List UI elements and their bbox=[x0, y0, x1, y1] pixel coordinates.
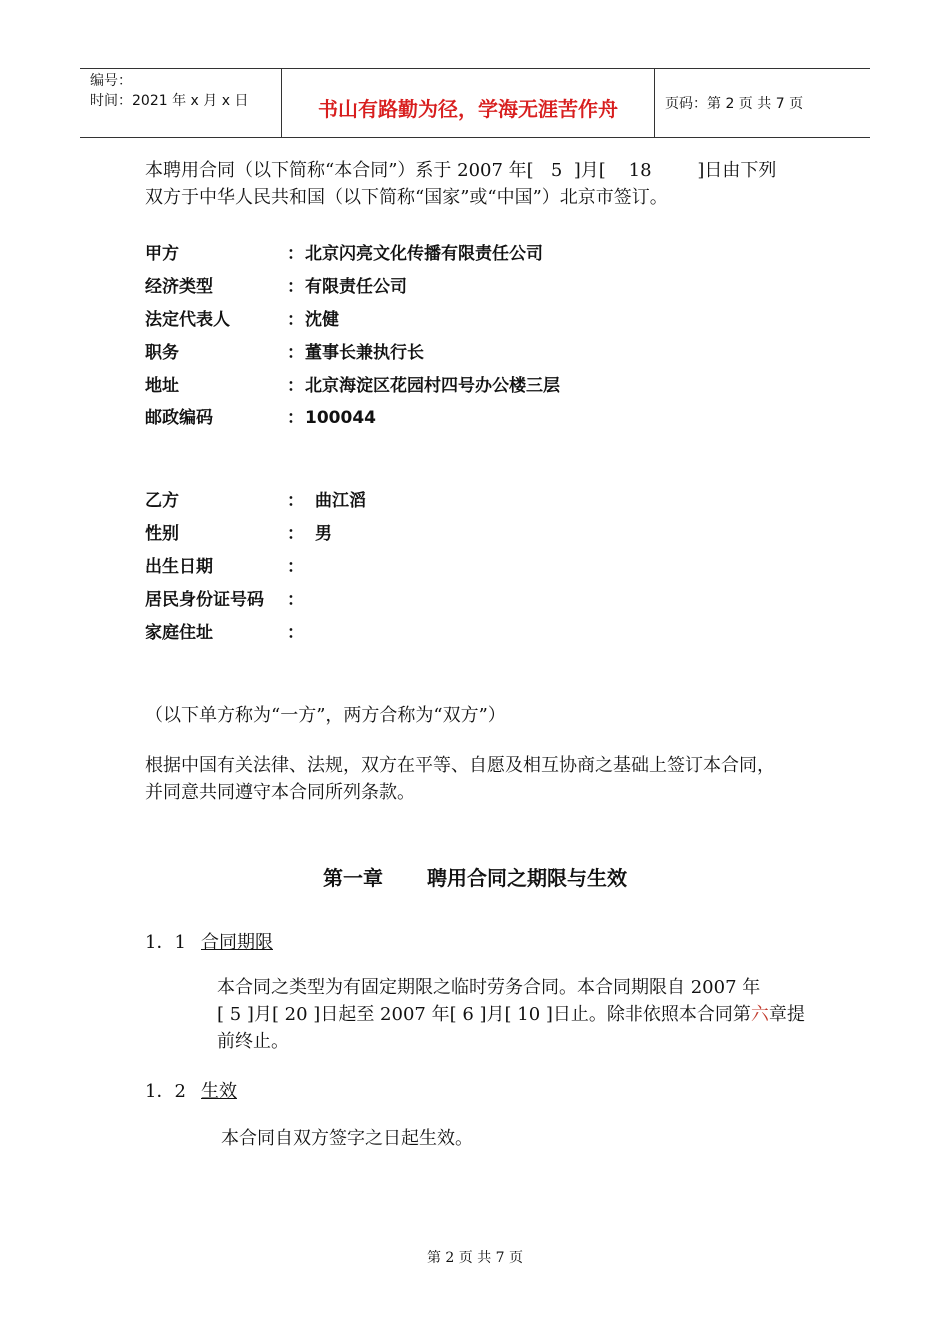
field-value: 有限责任公司 bbox=[305, 277, 407, 297]
field-value: 沈健 bbox=[305, 310, 339, 330]
party-note: （以下单方称为“一方”，两方合称为“双方”） bbox=[145, 705, 506, 726]
chapter-number: 第一章 bbox=[323, 866, 383, 890]
party-a-row: 经济类型 ：有限责任公司 bbox=[145, 272, 407, 302]
page-footer: 第 2 页 共 7 页 bbox=[426, 1250, 524, 1266]
section-title: 合同期限 bbox=[201, 932, 273, 953]
field-label: 经济类型 bbox=[145, 277, 213, 297]
basis-line: 根据中国有关法律、法规，双方在平等、自愿及相互协商之基础上签订本合同， bbox=[145, 755, 775, 776]
party-b-row: 居民身份证号码 ： bbox=[145, 585, 315, 615]
page-header bbox=[80, 68, 870, 138]
section-line: [ 5 ]月[ 20 ]日起至 2007 年[ 6 ]月[ 10 ]日止。除非依照本合同第六章提 bbox=[217, 1004, 805, 1025]
party-b-row: 出生日期 ： bbox=[145, 552, 315, 582]
basis-line: 并同意共同遵守本合同所列条款。 bbox=[145, 782, 415, 803]
party-b-row: 性别 ： 男 bbox=[145, 519, 332, 549]
section-line: 前终止。 bbox=[217, 1031, 289, 1052]
intro-line: 本聘用合同（以下简称“本合同”）系于 2007 年[ 5 ]月[ 18 ]日由下列 bbox=[145, 160, 777, 181]
section-title: 生效 bbox=[201, 1081, 237, 1102]
field-label: 家庭住址 bbox=[145, 623, 213, 643]
basis-paragraph bbox=[145, 752, 815, 806]
chapter-title: 聘用合同之期限与生效 bbox=[427, 866, 627, 890]
party-a-row: 甲方 ：北京闪亮文化传播有限责任公司 bbox=[145, 239, 543, 269]
section-number: 1．2 bbox=[145, 1081, 186, 1102]
field-label: 性别 bbox=[145, 524, 179, 544]
section-heading bbox=[145, 928, 273, 954]
header-motto: 书山有路勤为径，学海无涯苦作舟 bbox=[282, 69, 655, 137]
time-label: 时间：2021 年 x 月 x 日 bbox=[90, 93, 249, 109]
header-meta bbox=[80, 69, 282, 137]
field-label: 邮政编码 bbox=[145, 408, 213, 428]
field-value: 100044 bbox=[305, 408, 376, 428]
chapter-heading bbox=[0, 862, 950, 891]
field-value: 北京海淀区花园村四号办公楼三层 bbox=[305, 376, 560, 396]
header-page-info: 页码：第 2 页 共 7 页 bbox=[665, 96, 804, 112]
section-heading bbox=[145, 1077, 237, 1103]
intro-line: 双方于中华人民共和国（以下简称“国家”或“中国”）北京市签订。 bbox=[145, 187, 668, 208]
party-b-row: 乙方 ： 曲江滔 bbox=[145, 486, 366, 516]
field-value: 曲江滔 bbox=[315, 491, 366, 511]
intro-paragraph bbox=[145, 157, 815, 211]
section-body bbox=[217, 974, 813, 1055]
field-value: 男 bbox=[315, 524, 332, 544]
field-label: 出生日期 bbox=[145, 557, 213, 577]
field-value: 董事长兼执行长 bbox=[305, 343, 424, 363]
party-a-row: 邮政编码 ：100044 bbox=[145, 403, 376, 433]
field-value: 北京闪亮文化传播有限责任公司 bbox=[305, 244, 543, 264]
chapter-reference: 六 bbox=[750, 1004, 769, 1025]
party-a-row: 法定代表人 ：沈健 bbox=[145, 305, 339, 335]
section-body bbox=[221, 1125, 817, 1152]
party-b-row: 家庭住址 ： bbox=[145, 618, 315, 648]
party-a-row: 职务 ：董事长兼执行长 bbox=[145, 338, 424, 368]
field-label: 甲方 bbox=[145, 244, 179, 264]
field-label: 地址 bbox=[145, 376, 179, 396]
field-label: 乙方 bbox=[145, 491, 179, 511]
field-label: 居民身份证号码 bbox=[145, 590, 264, 610]
party-a-row: 地址 ：北京海淀区花园村四号办公楼三层 bbox=[145, 371, 560, 401]
field-label: 法定代表人 bbox=[145, 310, 230, 330]
field-label: 职务 bbox=[145, 343, 179, 363]
number-label: 编号： bbox=[90, 73, 132, 89]
section-number: 1．1 bbox=[145, 932, 186, 953]
section-line: 本合同自双方签字之日起生效。 bbox=[221, 1128, 473, 1149]
section-line: 本合同之类型为有固定期限之临时劳务合同。本合同期限自 2007 年 bbox=[217, 977, 761, 998]
